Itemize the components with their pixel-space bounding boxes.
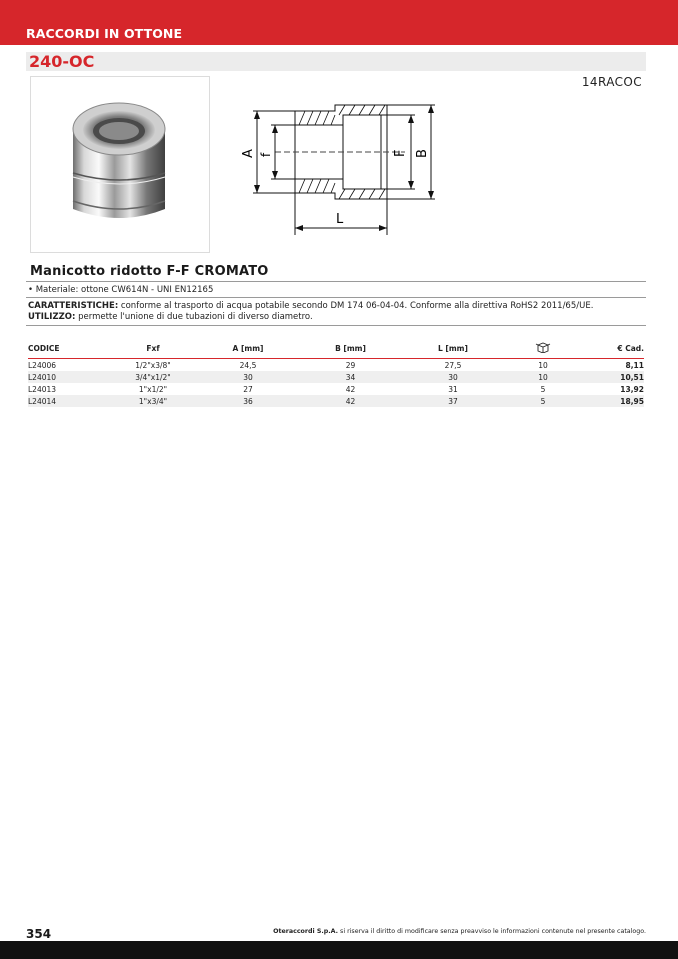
usage-label: UTILIZZO: xyxy=(28,312,76,322)
chrome-fitting-image xyxy=(31,77,209,252)
product-title: Manicotto ridotto F-F CROMATO xyxy=(30,264,269,279)
cell-a: 30 xyxy=(198,371,298,383)
cell-price: 18,95 xyxy=(583,395,644,407)
cell-fxf: 1/2"x3/8" xyxy=(135,360,171,370)
cell-code: L24010 xyxy=(28,371,108,383)
footer-note-text: si riserva il diritto di modificare senza preavviso le informazioni contenute nel presente catalogo. xyxy=(338,928,646,935)
title-divider xyxy=(26,281,646,282)
box-icon xyxy=(535,341,551,353)
top-banner xyxy=(0,0,678,45)
cell-a: 24,5 xyxy=(239,360,257,370)
product-description xyxy=(28,301,648,323)
material-spec: • Materiale: ottone CW614N - UNI EN12165 xyxy=(28,285,214,295)
cell-price: 10,51 xyxy=(583,371,644,383)
label-f-small: f xyxy=(259,152,273,157)
col-l: L [mm] xyxy=(403,338,503,359)
cell-a: 36 xyxy=(198,395,298,407)
cell-b: 34 xyxy=(298,371,403,383)
table-row xyxy=(28,383,644,395)
cell-l: 27,5 xyxy=(444,360,462,370)
page-number: 354 xyxy=(26,927,52,941)
col-fxf: Fxf xyxy=(108,338,198,359)
catalog-code: 14RACOC xyxy=(581,75,642,89)
col-b: B [mm] xyxy=(298,338,403,359)
usage-text: permette l'unione di due tubazioni di diverso diametro. xyxy=(75,312,313,322)
footer-disclaimer xyxy=(273,928,646,935)
cell-a: 27 xyxy=(243,384,253,394)
cell-code: L24006 xyxy=(28,360,57,370)
col-code: CODICE xyxy=(28,338,108,359)
table-row xyxy=(28,359,644,372)
cell-price: 13,92 xyxy=(620,384,644,394)
characteristics-text: conforme al trasporto di acqua potabile secondo DM 174 06-04-04. Conforme alla direttiva RoHS2 2011/65/UE. xyxy=(118,301,594,311)
product-code-band xyxy=(26,52,646,71)
cell-fxf: 1"x1/2" xyxy=(138,384,168,394)
description-divider xyxy=(26,325,646,326)
cell-qty: 10 xyxy=(538,360,548,370)
cell-qty: 5 xyxy=(540,384,546,394)
cell-l: 31 xyxy=(448,384,458,394)
cell-qty: 10 xyxy=(503,371,583,383)
label-f: F xyxy=(393,149,408,157)
cell-b: 42 xyxy=(298,395,403,407)
table-row xyxy=(28,371,644,383)
label-a: A xyxy=(241,149,256,158)
table-header-row xyxy=(28,338,644,359)
cell-l: 30 xyxy=(403,371,503,383)
section-title: RACCORDI IN OTTONE xyxy=(26,26,183,41)
product-code: 240-OC xyxy=(29,52,95,71)
characteristics-line xyxy=(28,301,648,312)
cell-code: L24014 xyxy=(28,395,108,407)
cell-code: L24013 xyxy=(28,384,57,394)
bottom-bar xyxy=(0,941,678,959)
footer-company: Oteraccordi S.p.A. xyxy=(273,928,339,935)
col-a: A [mm] xyxy=(198,338,298,359)
price-table xyxy=(28,338,644,407)
cell-fxf: 3/4"x1/2" xyxy=(108,371,198,383)
usage-line xyxy=(28,312,648,323)
label-b: B xyxy=(415,149,430,158)
cell-b: 42 xyxy=(345,384,356,394)
cell-qty: 5 xyxy=(503,395,583,407)
label-l: L xyxy=(336,212,344,227)
cell-fxf: 1"x3/4" xyxy=(108,395,198,407)
table-row xyxy=(28,395,644,407)
technical-drawing xyxy=(235,95,445,240)
cell-b: 29 xyxy=(345,360,356,370)
cell-l: 37 xyxy=(403,395,503,407)
col-box xyxy=(503,338,583,359)
product-photo xyxy=(30,76,210,253)
cell-price: 8,11 xyxy=(625,360,644,370)
characteristics-label: CARATTERISTICHE: xyxy=(28,301,119,311)
material-divider xyxy=(26,297,646,298)
col-price: € Cad. xyxy=(583,338,644,359)
